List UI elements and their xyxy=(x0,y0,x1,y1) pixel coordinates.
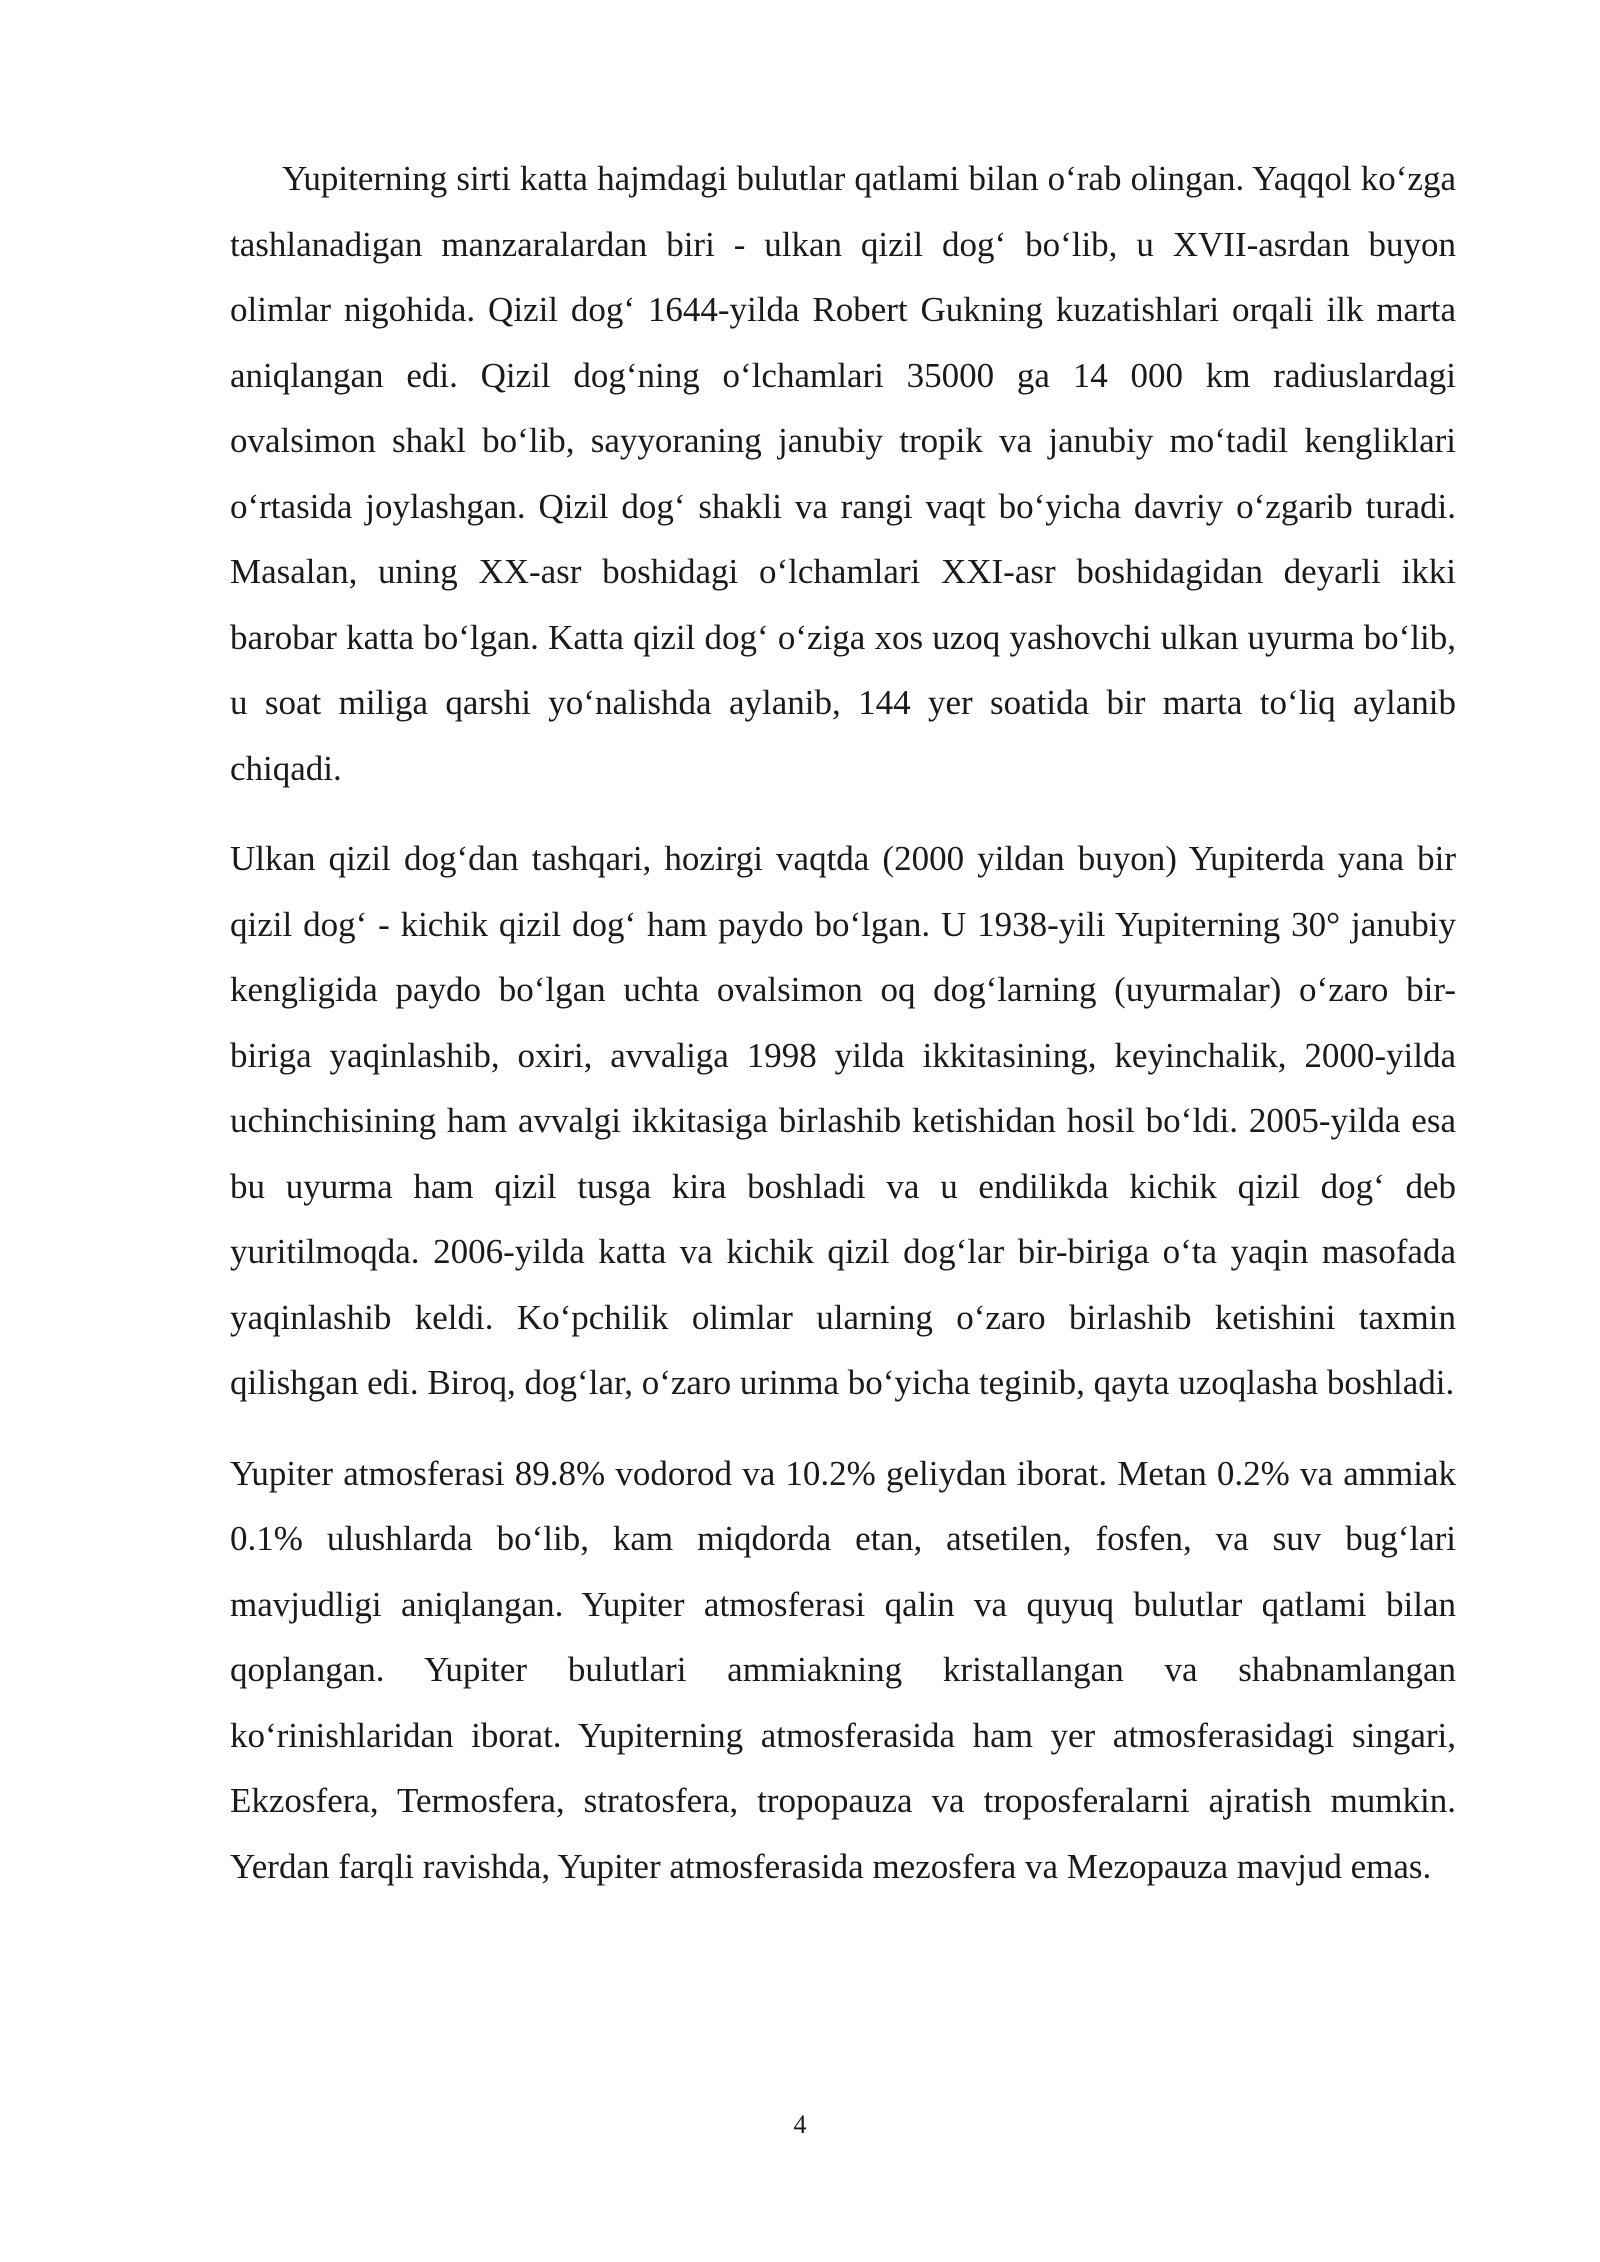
document-body xyxy=(230,146,1456,1899)
paragraph-great-red-spot: Yupiterning sirti katta hajmdagi bulutlar qatlami bilan o‘rab olingan. Yaqqol ko‘zga tashlanadigan manzaralardan biri - ulkan qizil dog‘ bo‘lib, u XVII-asrdan buyon olimlar nigohida. Qizil dog‘ 1644-yilda Robert Gukning kuzatishlari orqali ilk marta aniqlangan edi. Qizil dog‘ning o‘lchamlari 35000 ga 14 000 km radiuslardagi ovalsimon shakl bo‘lib, sayyoraning janubiy tropik va janubiy mo‘tadil kengliklari o‘rtasida joylashgan. Qizil dog‘ shakli va rangi vaqt bo‘yicha davriy o‘zgarib turadi. Masalan, uning XX-asr boshidagi o‘lchamlari XXI-asr boshidagidan deyarli ikki barobar katta bo‘lgan. Katta qizil dog‘ o‘ziga xos uzoq yashovchi ulkan uyurma bo‘lib, u soat miliga qarshi yo‘nalishda aylanib, 144 yer soatida bir marta to‘liq aylanib chiqadi. xyxy=(230,159,1456,788)
page-number: 4 xyxy=(793,2110,807,2139)
paragraph-little-red-spot: Ulkan qizil dog‘dan tashqari, hozirgi vaqtda (2000 yildan buyon) Yupiterda yana bir qizil dog‘ - kichik qizil dog‘ ham paydo bo‘lgan. U 1938-yili Yupiterning 30° janubiy kengligida paydo bo‘lgan uchta ovalsimon oq dog‘larning (uyurmalar) o‘zaro bir-biriga yaqinlashib, oxiri, avvaliga 1998 yilda ikkitasining, keyinchalik, 2000-yilda uchinchisining ham avvalgi ikkitasiga birlashib ketishidan hosil bo‘ldi. 2005-yilda esa bu uyurma ham qizil tusga kira boshladi va u endilikda kichik qizil dog‘ deb yuritilmoqda. 2006-yilda katta va kichik qizil dog‘lar bir-biriga o‘ta yaqin masofada yaqinlashib keldi. Ko‘pchilik olimlar ularning o‘zaro birlashib ketishini taxmin qilishgan edi. Biroq, dog‘lar, o‘zaro urinma bo‘yicha teginib, qayta uzoqlasha boshladi. xyxy=(230,839,1456,1402)
paragraph-atmosphere: Yupiter atmosferasi 89.8% vodorod va 10.2% geliydan iborat. Metan 0.2% va ammiak 0.1% ulushlarda bo‘lib, kam miqdorda etan, atsetilen, fosfen, va suv bug‘lari mavjudligi aniqlangan. Yupiter atmosferasi qalin va quyuq bulutlar qatlami bilan qoplangan. Yupiter bulutlari ammiakning kristallangan va shabnamlangan ko‘rinishlaridan iborat. Yupiterning atmosferasida ham yer atmosferasidagi singari, Ekzosfera, Termosfera, stratosfera, tropopauza va troposferalarni ajratish mumkin. Yerdan farqli ravishda, Yupiter atmosferasida mezosfera va Mezopauza mavjud emas. xyxy=(230,1453,1456,1886)
